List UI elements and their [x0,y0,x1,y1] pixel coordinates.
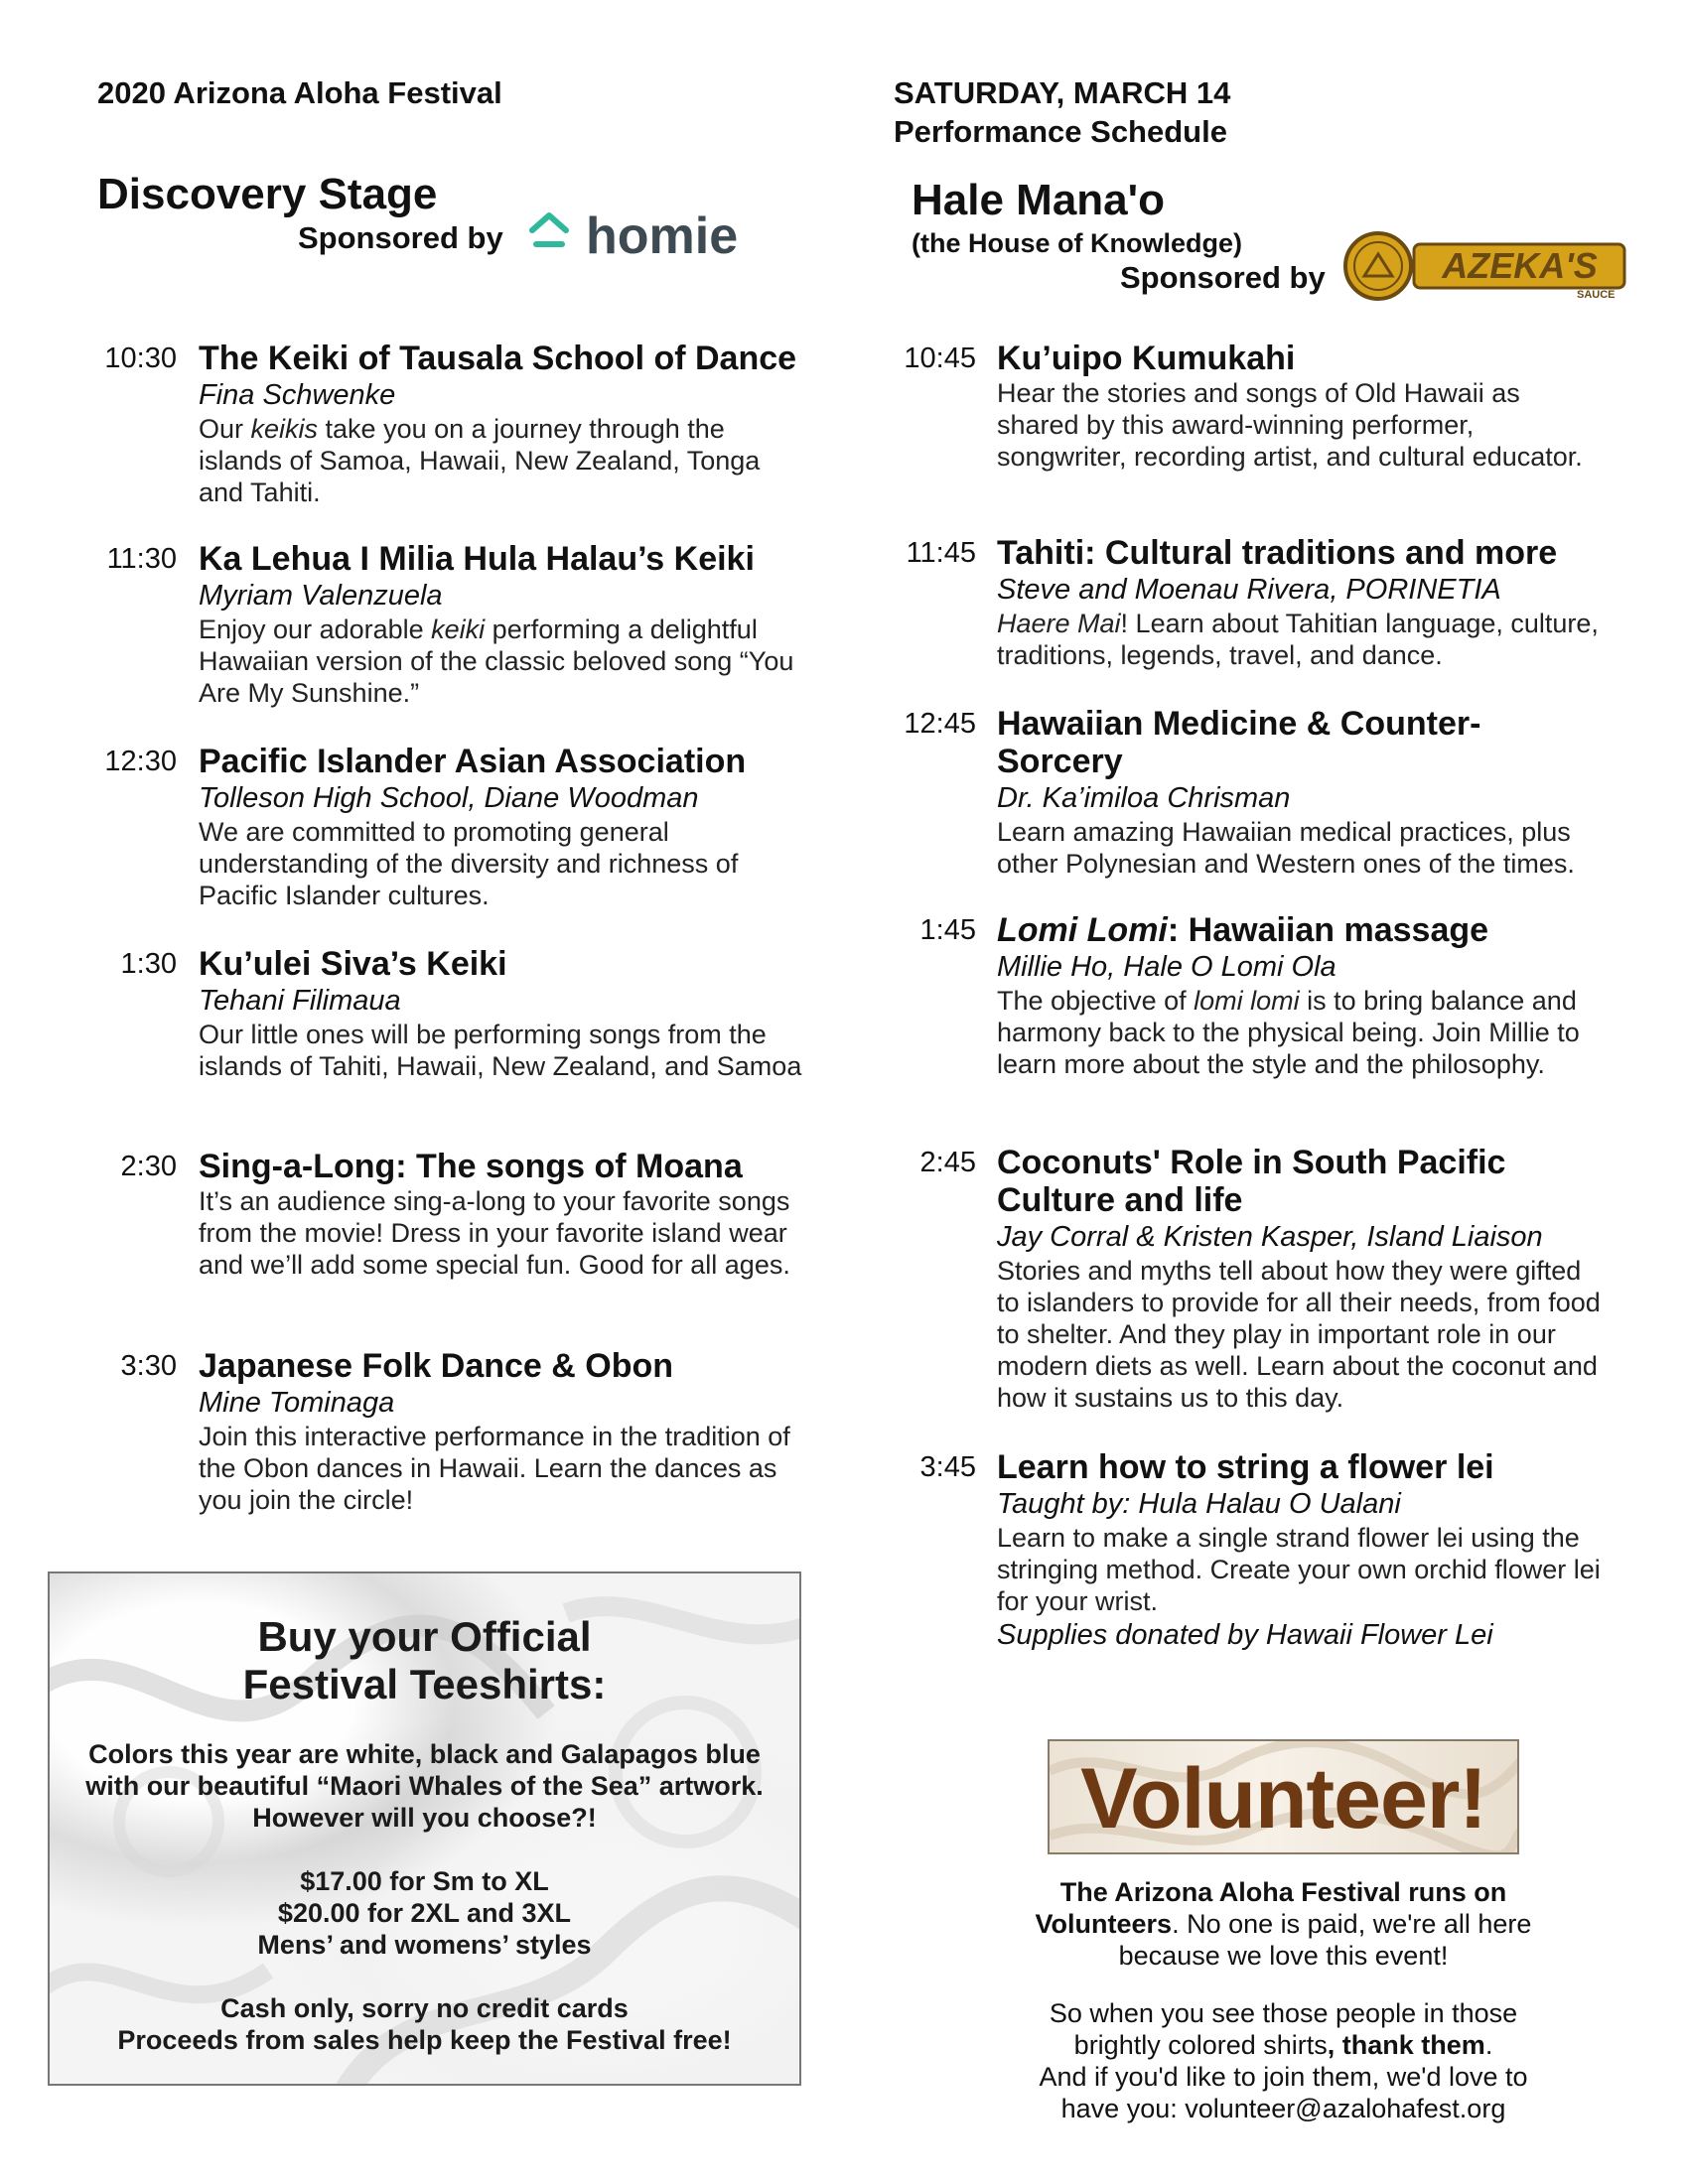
teeshirt-artwork-line: with our beautiful “Maori Whales of the Sea” artwork. [85,1771,764,1801]
teeshirt-cash-only: Cash only, sorry no credit cards [220,1993,629,2023]
volunteer-line-1: The Arizona Aloha Festival runs on [1059,1877,1507,1907]
volunteer-banner [1048,1739,1519,1854]
teeshirt-choose-line: However will you choose?! [252,1803,597,1833]
volunteer-line-3: because we love this event! [1118,1941,1449,1971]
teeshirt-title-2: Festival Teeshirts: [242,1661,607,1707]
event-time: 12:30 [104,746,177,777]
event-performer: Jay Corral & Kristen Kasper, Island Liaison [997,1221,1543,1253]
event-description: Learn to make a single strand flower lei using the stringing method. Create your own orchid flower lei for your wrist. [997,1523,1601,1616]
event-title: Ka Lehua I Milia Hula Halau’s Keiki [199,540,755,578]
event-title: Lomi Lomi: Hawaiian massage [997,911,1489,949]
discovery-stage-title: Discovery Stage [97,170,438,218]
teeshirt-proceeds: Proceeds from sales help keep the Festival free! [117,2025,732,2055]
event-title: Sing-a-Long: The songs of Moana [199,1148,743,1185]
teeshirt-styles: Mens’ and womens’ styles [257,1930,592,1960]
azekas-logo [1340,226,1638,306]
event-description: It’s an audience sing-a-long to your favorite songs from the movie! Dress in your favorite island wear and we’ll add some special fun. Good for all ages. [199,1186,790,1280]
event-description: Hear the stories and songs of Old Hawaii as shared by this award-winning performer, songwriter, recording artist, and cultural educator. [997,378,1583,472]
teeshirt-colors-line: Colors this year are white, black and Galapagos blue [88,1739,761,1769]
event-title: The Keiki of Tausala School of Dance [199,340,797,377]
event-performer: Tehani Filimaua [199,985,401,1017]
teeshirt-price-1: $17.00 for Sm to XL [300,1866,549,1896]
right-sponsored-by: Sponsored by [1120,260,1326,295]
homie-logo-text: homie [586,207,739,265]
teeshirt-title-1: Buy your Official [257,1613,592,1660]
event-supplies-note: Supplies donated by Hawaii Flower Lei [997,1619,1493,1651]
event-performer: Tolleson High School, Diane Woodman [199,782,699,814]
schedule-date: SATURDAY, MARCH 14 [894,75,1231,110]
volunteer-line-2: Volunteers. No one is paid, we're all here [1035,1909,1532,1939]
hale-manao-title: Hale Mana'o [912,176,1165,224]
volunteer-line-5: brightly colored shirts, thank them. [1073,2030,1493,2060]
azekas-logo-text: AZEKA'S [1442,245,1598,286]
event-time: 2:30 [120,1151,177,1182]
event-description: Learn amazing Hawaiian medical practices, plus other Polynesian and Western ones of the times. [997,817,1575,879]
event-performer: Steve and Moenau Rivera, PORINETIA [997,574,1501,606]
event-performer: Millie Ho, Hale O Lomi Ola [997,951,1336,983]
event-performer: Fina Schwenke [199,379,396,411]
event-description: The objective of lomi lomi is to bring balance and harmony back to the physical being. Join Millie to learn more about the style and the philosophy. [997,986,1580,1079]
event-title: Ku’ulei Siva’s Keiki [199,945,507,983]
teeshirt-promo-box [48,1571,801,2086]
event-description: Join this interactive performance in the tradition of the Obon dances in Hawaii. Learn the dances as you join the circle! [199,1422,790,1515]
event-time: 3:45 [919,1451,976,1483]
event-title: Learn how to string a flower lei [997,1448,1494,1486]
homie-logo [524,206,738,266]
event-time: 2:45 [919,1147,976,1178]
event-title: Coconuts' Role in South Pacific [997,1144,1506,1181]
event-performer: Dr. Ka’imiloa Chrisman [997,782,1291,814]
azekas-logo-sub: SAUCE [1577,289,1616,301]
event-description: Enjoy our adorable keiki performing a delightful Hawaiian version of the classic beloved song “You Are My Sunshine.” [199,614,794,708]
event-time: 12:45 [904,708,976,740]
teeshirt-price-2: $20.00 for 2XL and 3XL [277,1898,572,1928]
event-time: 1:30 [120,948,177,980]
event-time: 10:45 [904,342,976,374]
event-description: Stories and myths tell about how they were gifted to islanders to provide for all their needs, from food to shelter. And they play in important role in our modern diets as well. Learn about the coconut and how it sustains us to this day. [997,1256,1601,1413]
event-title-continued: Sorcery [997,743,1123,780]
hale-manao-subtitle: (the House of Knowledge) [912,228,1242,258]
event-title: Japanese Folk Dance & Obon [199,1347,674,1385]
volunteer-banner-text: Volunteer! [1080,1751,1486,1846]
festival-title: 2020 Arizona Aloha Festival [97,75,502,110]
event-performer: Mine Tominaga [199,1387,395,1419]
event-time: 1:45 [919,914,976,946]
volunteer-line-6: And if you'd like to join them, we'd love to [1039,2062,1528,2092]
event-title: Hawaiian Medicine & Counter- [997,705,1481,743]
event-time: 10:30 [104,342,177,374]
event-time: 11:30 [106,543,177,575]
event-time: 3:30 [120,1350,177,1382]
event-performer: Taught by: Hula Halau O Ualani [997,1488,1401,1520]
left-sponsored-by: Sponsored by [298,220,503,255]
event-title: Pacific Islander Asian Association [199,743,747,780]
event-description: We are committed to promoting general understanding of the diversity and richness of Pacific Islander cultures. [199,817,739,910]
event-title-continued: Culture and life [997,1181,1243,1219]
volunteer-line-4: So when you see those people in those [1049,1998,1518,2028]
event-description: Our keikis take you on a journey through the islands of Samoa, Hawaii, New Zealand, Tonga and Tahiti. [199,414,761,507]
event-title: Ku’uipo Kumukahi [997,340,1296,377]
event-description: Haere Mai! Learn about Tahitian language, culture, traditions, legends, travel, and dance. [997,609,1599,670]
event-description: Our little ones will be performing songs from the islands of Tahiti, Hawaii, New Zealand, and Samoa [199,1020,802,1081]
event-performer: Myriam Valenzuela [199,580,443,612]
event-time: 11:45 [906,537,976,569]
schedule-subtitle: Performance Schedule [894,114,1227,149]
volunteer-email-line: have you: volunteer@azalohafest.org [1060,2094,1506,2123]
event-title: Tahiti: Cultural traditions and more [997,534,1558,572]
